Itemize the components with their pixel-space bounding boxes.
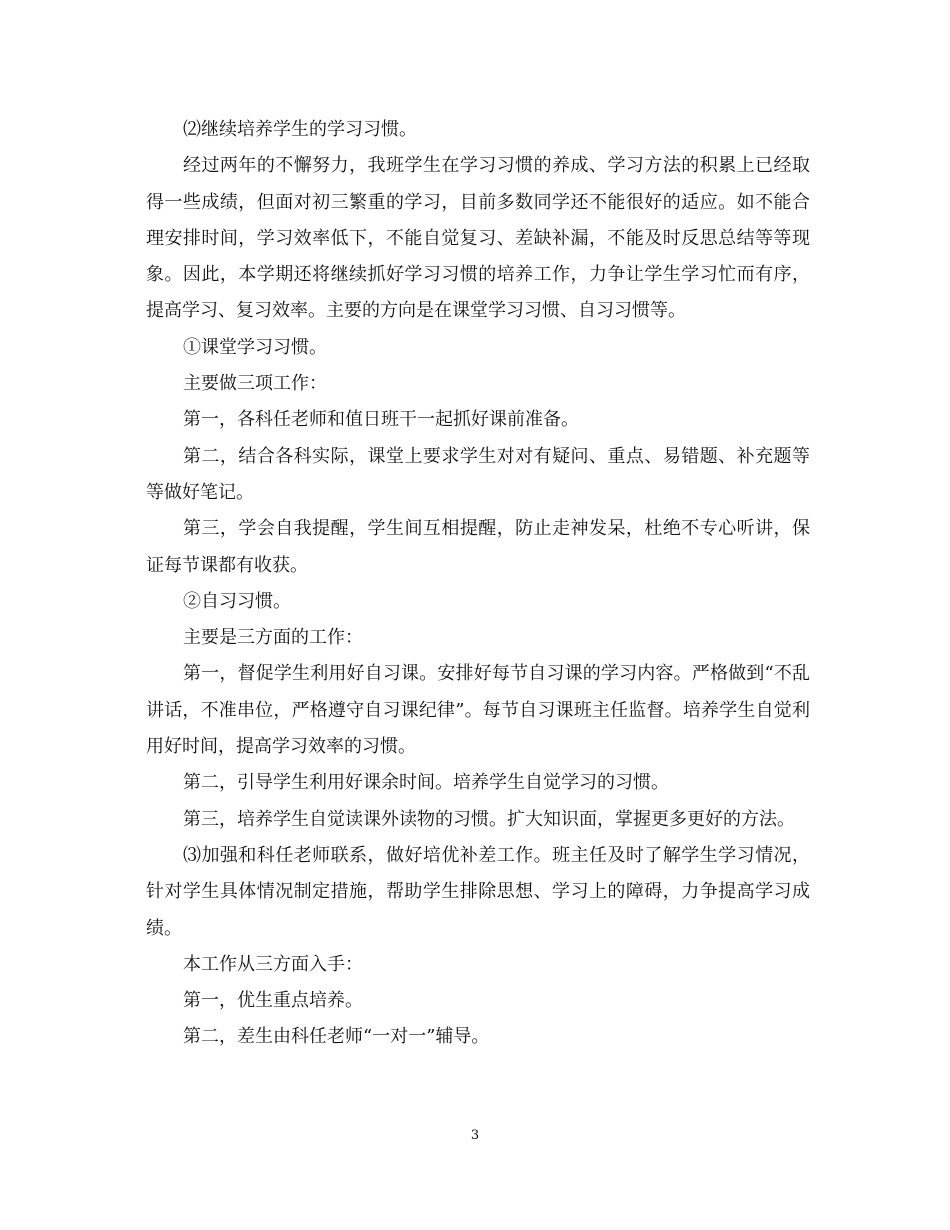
paragraph-classroom-habits: ①课堂学习习惯。 — [183, 336, 327, 358]
paragraph-three-tasks: 主要做三项工作： — [183, 373, 327, 395]
paragraph-habits-intro: 经过两年的不懈努力，我班学生在学习习惯的养成、学习方法的积累上已经取得一些成绩，但面对初三繁重的学习，目前多数同学还不能很好的适应。如不能合理安排时间，学习效率低下，不能自觉复习、差缺补漏，不能及时反思总结等等现象。因此，本学期还将继续抓好学习习惯的培养工作，力争让学生学习忙而有序，提高学习、复习效率。主要的方向是在课堂学习习惯、自习习惯等。 — [146, 155, 810, 322]
paragraph-task-second: 第二，结合各科实际，课堂上要求学生对对有疑问、重点、易错题、补充题等等做好笔记。 — [146, 445, 810, 503]
paragraph-heading-habits: ⑵继续培养学生的学习习惯。 — [183, 119, 417, 140]
paragraph-work-three-aspects: 本工作从三方面入手： — [183, 953, 363, 975]
document-body — [146, 112, 810, 1056]
paragraph-aspect-second: 第二，引导学生利用好课余时间。培养学生自觉学习的习惯。 — [183, 772, 669, 794]
paragraph-task-third: 第三，学会自我提醒，学生间互相提醒，防止走神发呆，杜绝不专心听讲，保证每节课都有收获。 — [146, 518, 810, 576]
paragraph-self-study-habits: ②自习习惯。 — [183, 590, 291, 612]
paragraph-task-first: 第一，各科任老师和值日班干一起抓好课前准备。 — [183, 409, 579, 431]
paragraph-weak-students: 第二，差生由科任老师“一对一”辅导。 — [183, 1026, 490, 1048]
paragraph-aspect-third: 第三，培养学生自觉读课外读物的习惯。扩大知识面，掌握更多更好的方法。 — [183, 808, 795, 830]
paragraph-top-students: 第一，优生重点培养。 — [183, 990, 363, 1012]
paragraph-three-aspects: 主要是三方面的工作： — [183, 627, 363, 649]
paragraph-heading-teachers: ⑶加强和科任老师联系，做好培优补差工作。班主任及时了解学生学习情况，针对学生具体情况制定措施，帮助学生排除思想、学习上的障碍，力争提高学习成绩。 — [146, 844, 810, 939]
paragraph-aspect-first: 第一，督促学生利用好自习课。安排好每节自习课的学习内容。严格做到“不乱讲话，不准串位，严格遵守自习课纪律”。每节自习课班主任监督。培养学生自觉利用好时间，提高学习效率的习惯。 — [146, 663, 810, 758]
page-number: 3 — [470, 1128, 480, 1143]
